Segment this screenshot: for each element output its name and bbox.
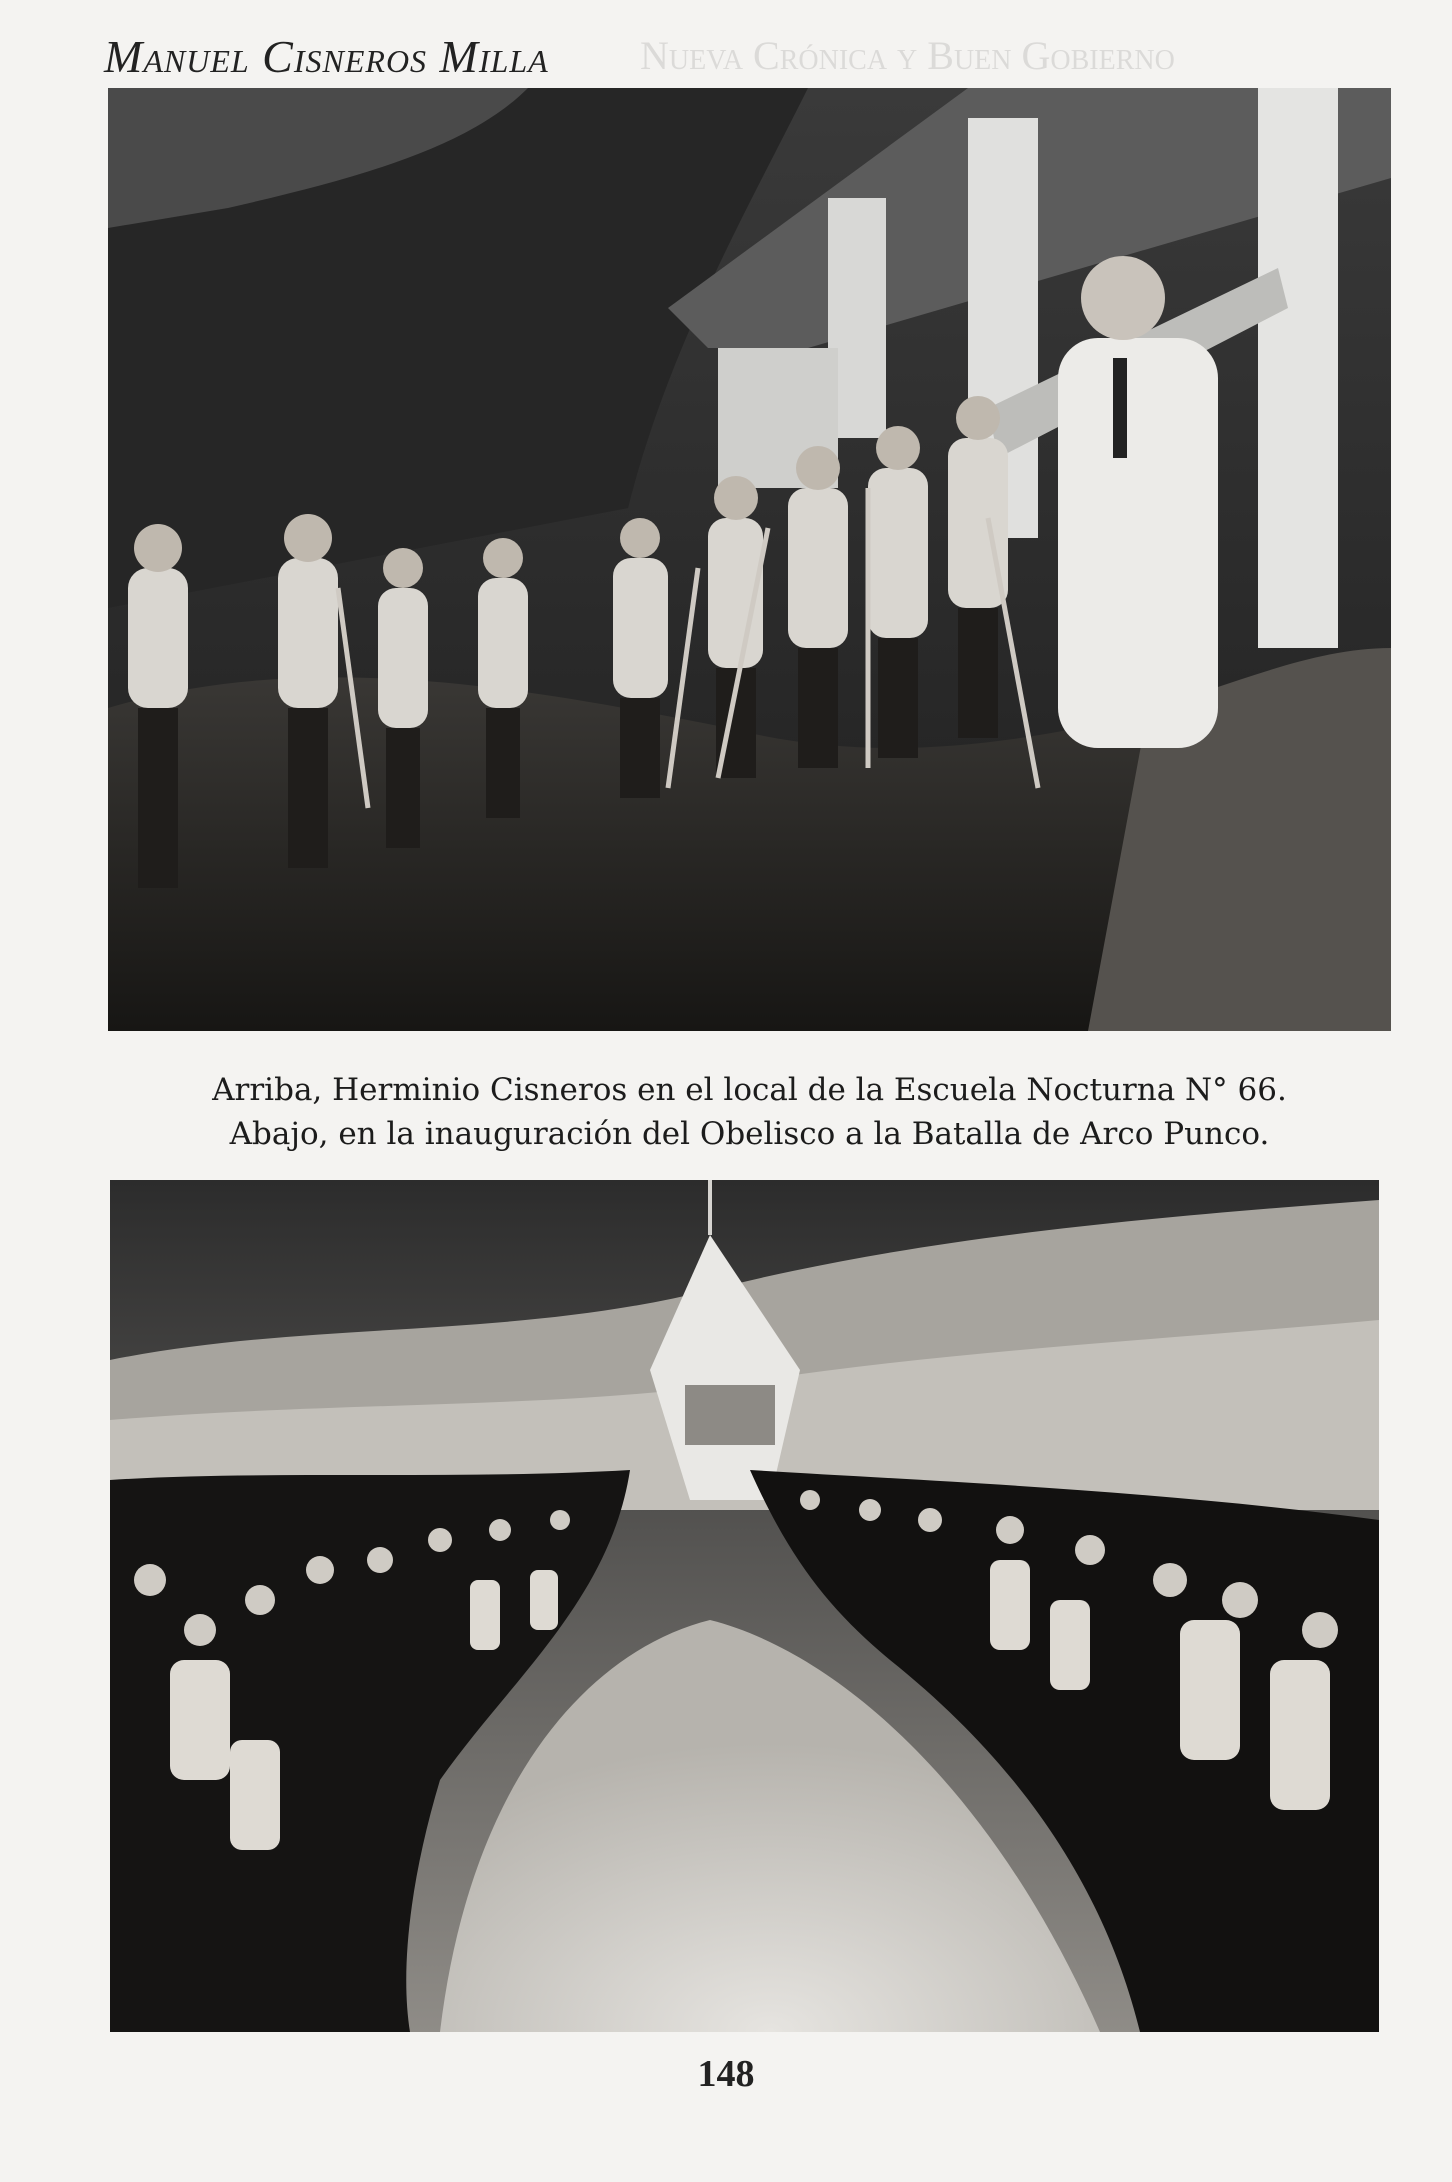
page-number: 148 xyxy=(697,2053,755,2095)
bleed-through-text: Nueva Crónica y Buen Gobierno xyxy=(640,33,1175,78)
caption-line-1: Arriba, Herminio Cisneros en el local de la Escuela Nocturna N° 66. xyxy=(212,1072,1287,1108)
top-photo xyxy=(108,88,1391,1031)
photo-caption xyxy=(108,1068,1391,1156)
running-header: Manuel Cisneros Milla xyxy=(104,31,549,82)
bottom-photo xyxy=(110,1180,1379,2032)
bottom-photo-illustration xyxy=(110,1180,1379,2032)
top-photo-illustration xyxy=(108,88,1391,1031)
caption-line-2: Abajo, en la inauguración del Obelisco a la Batalla de Arco Punco. xyxy=(229,1116,1270,1152)
